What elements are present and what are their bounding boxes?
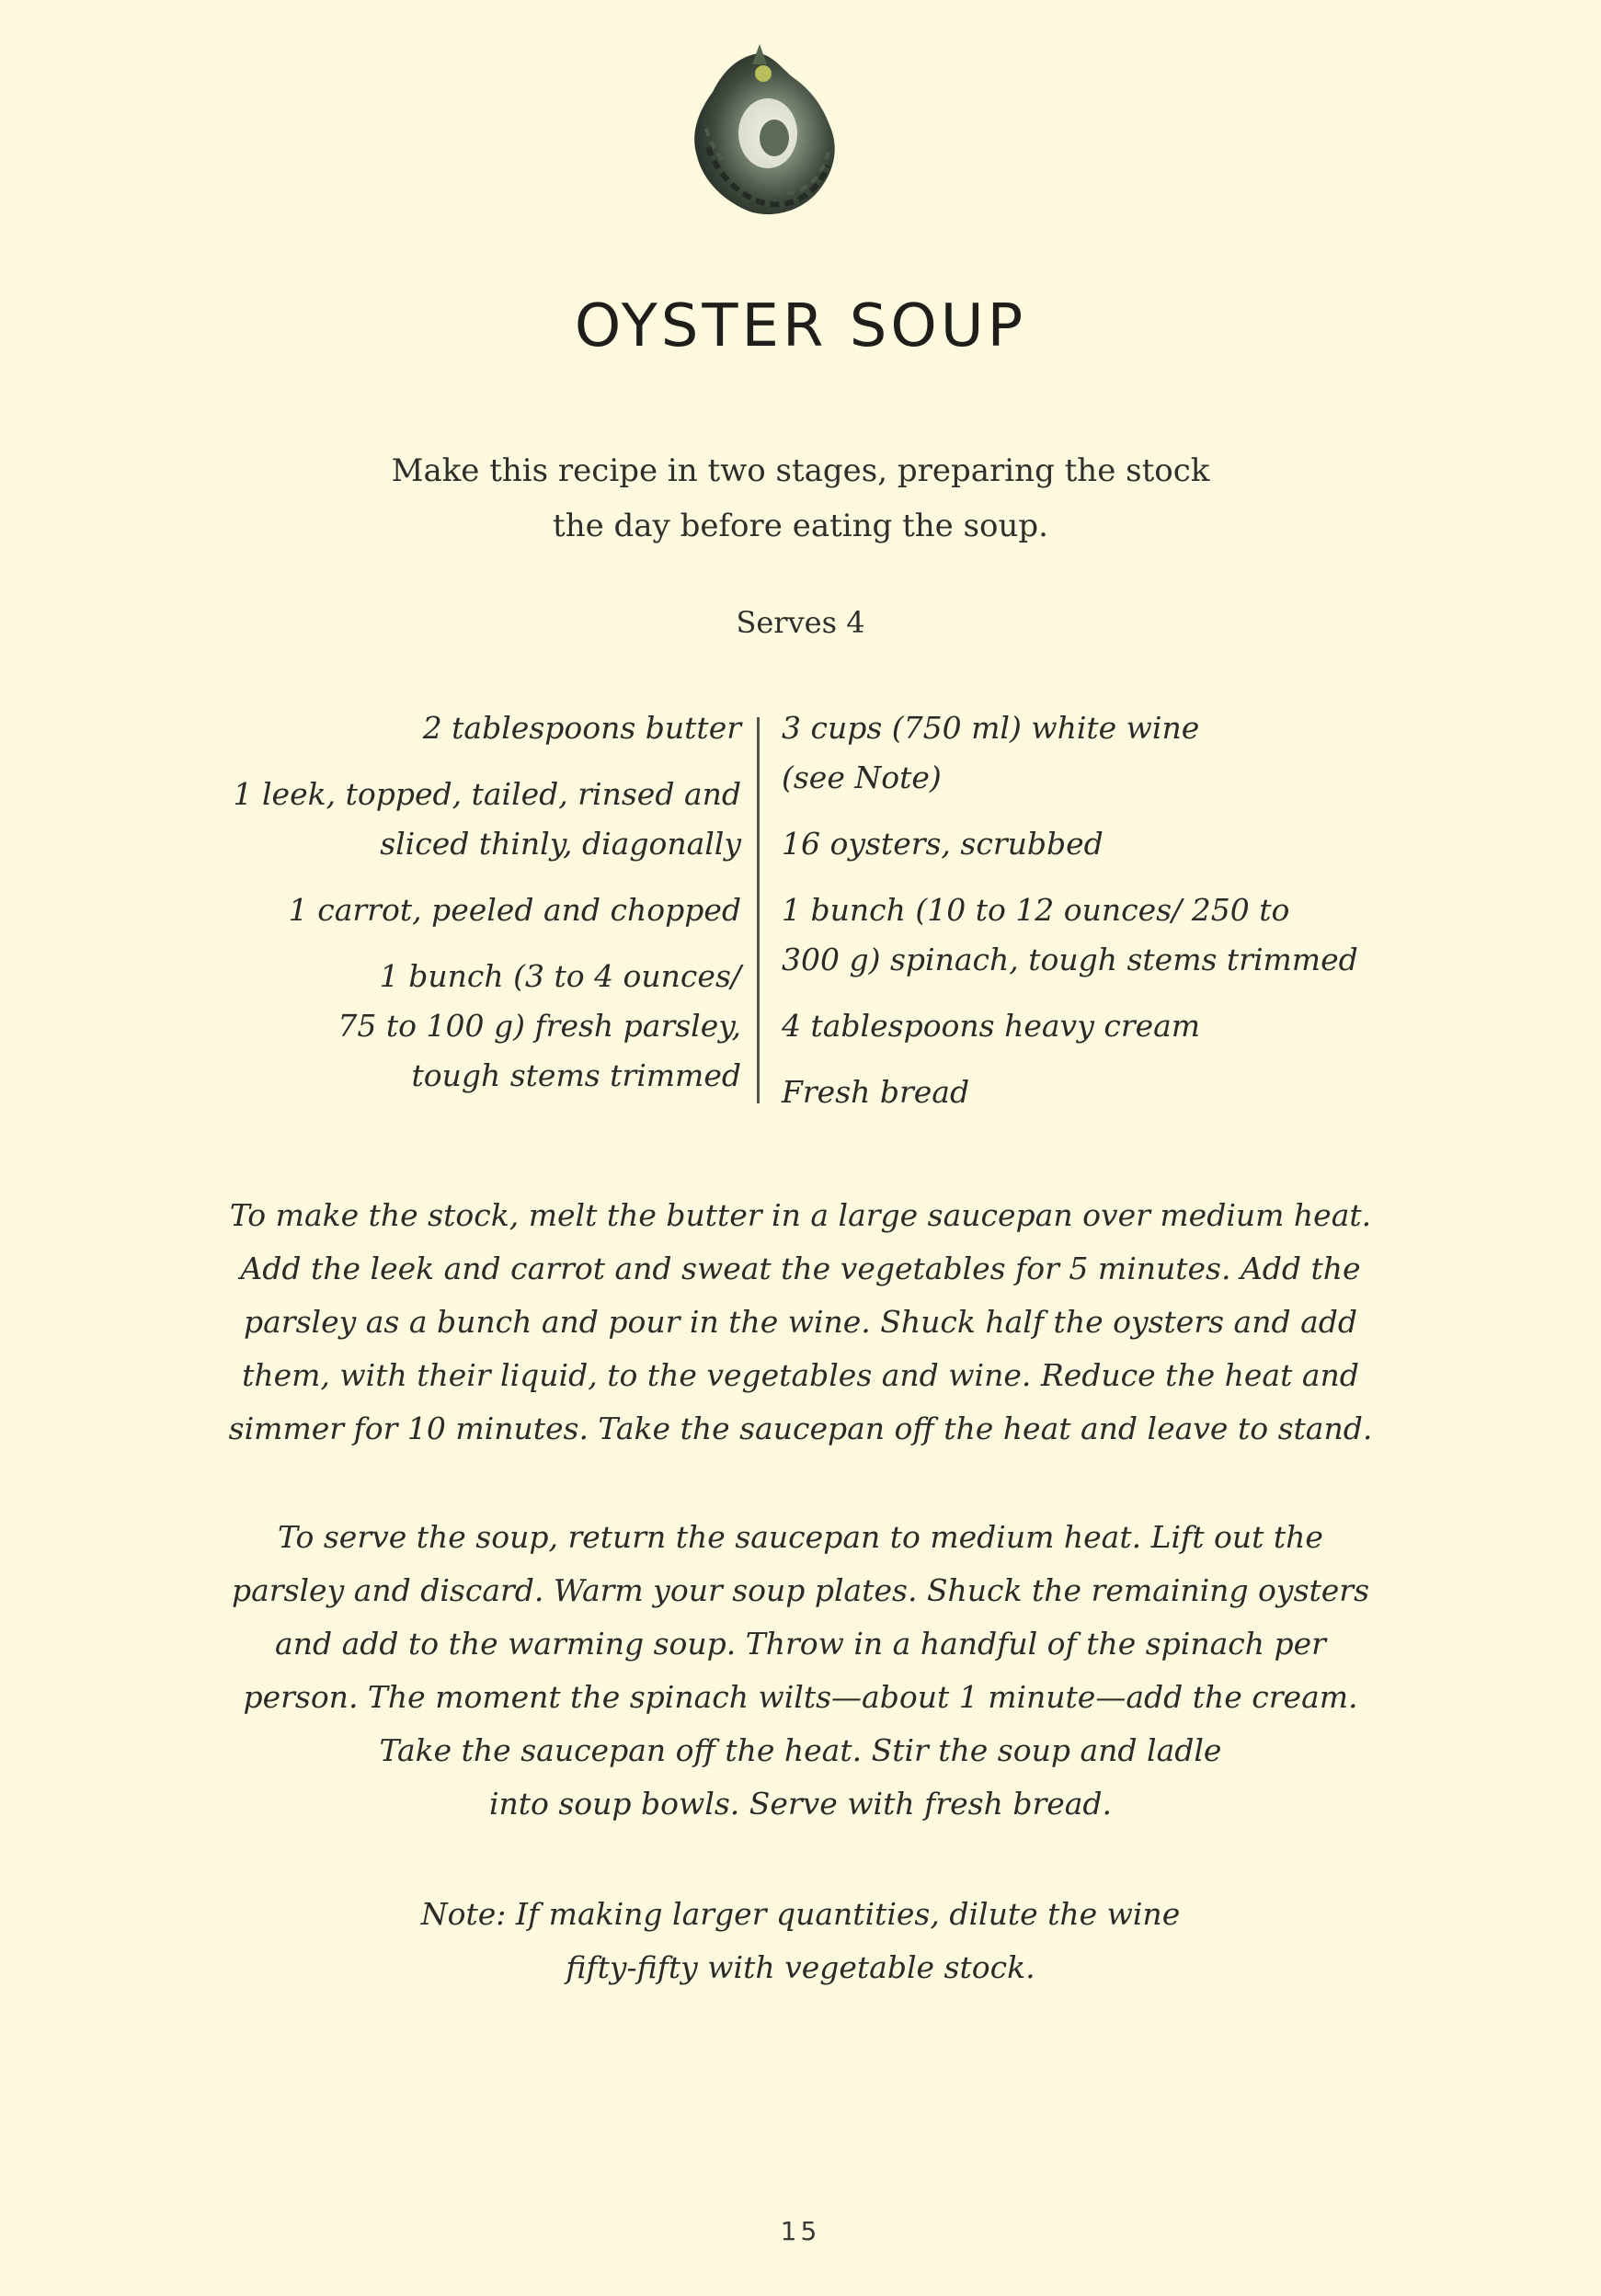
method-line: Add the leek and carrot and sweat the vegetables for 5 minutes. Add the [240, 1251, 1361, 1286]
ingredient-item [234, 885, 741, 935]
note-line: Note: If making larger quantities, dilute the wine [420, 1896, 1181, 1932]
ingredient-item [234, 952, 741, 1101]
serves-count: Serves 4 [736, 605, 865, 640]
intro-line: Make this recipe in two stages, preparing the stock [391, 452, 1210, 489]
method-line: To make the stock, melt the butter in a large saucepan over medium heat. [229, 1197, 1372, 1233]
ingredient-item [782, 819, 1358, 869]
method-line: person. The moment the spinach wilts—about 1 minute—add the cream. [243, 1679, 1358, 1715]
recipe-note [0, 1888, 1601, 1994]
ingredient-item [782, 703, 1358, 803]
ingredient-line: 1 bunch (10 to 12 ounces/ 250 to [782, 892, 1290, 928]
ingredient-line: 16 oysters, scrubbed [782, 826, 1104, 862]
ingredient-item [782, 885, 1358, 985]
ingredient-line: 4 tablespoons heavy cream [782, 1008, 1201, 1044]
ingredient-line: 300 g) spinach, tough stems trimmed [782, 942, 1358, 977]
page-number: 15 [780, 2216, 821, 2246]
ingredients-list [0, 703, 1601, 1126]
ingredient-line: 3 cups (750 ml) white wine [782, 710, 1200, 746]
oyster-shell-illustration [671, 37, 851, 230]
ingredient-line: 2 tablespoons butter [422, 710, 741, 746]
method-line: simmer for 10 minutes. Take the saucepan off the heat and leave to stand. [228, 1411, 1373, 1446]
ingredients-left-column [234, 703, 741, 1117]
method-line: and add to the warming soup. Throw in a handful of the spinach per [275, 1626, 1326, 1662]
recipe-title: OYSTER SOUP [574, 292, 1027, 360]
ingredient-item [234, 703, 741, 753]
ingredient-item [782, 1001, 1358, 1051]
method-line: them, with their liquid, to the vegetables and wine. Reduce the heat and [242, 1357, 1359, 1393]
ingredient-line: (see Note) [782, 760, 942, 795]
method-paragraph-serve [0, 1511, 1601, 1831]
ingredient-line: Fresh bread [782, 1074, 970, 1110]
recipe-intro [0, 443, 1601, 554]
ingredient-item [782, 1068, 1358, 1117]
ingredient-line: sliced thinly, diagonally [380, 826, 741, 862]
ingredient-line: 1 carrot, peeled and chopped [288, 892, 741, 928]
ingredient-line: 1 bunch (3 to 4 ounces/ [379, 958, 741, 994]
method-paragraph-stock [0, 1189, 1601, 1456]
intro-line: the day before eating the soup. [553, 508, 1048, 544]
ingredients-right-column [782, 703, 1358, 1134]
method-line: parsley as a bunch and pour in the wine. Shuck half the oysters and add [244, 1304, 1357, 1340]
method-line: Take the saucepan off the heat. Stir the soup and ladle [379, 1732, 1222, 1768]
note-line: fifty-fifty with vegetable stock. [566, 1949, 1035, 1985]
ingredient-line: 75 to 100 g) fresh parsley, [337, 1008, 741, 1044]
method-line: To serve the soup, return the saucepan to medium heat. Lift out the [278, 1519, 1323, 1555]
method-line: parsley and discard. Warm your soup plates. Shuck the remaining oysters [231, 1572, 1370, 1608]
column-divider [757, 717, 760, 1103]
method-line: into soup bowls. Serve with fresh bread. [488, 1786, 1113, 1822]
ingredient-line: 1 leek, topped, tailed, rinsed and [233, 776, 741, 812]
ingredient-item [234, 770, 741, 869]
ingredient-line: tough stems trimmed [411, 1057, 741, 1093]
